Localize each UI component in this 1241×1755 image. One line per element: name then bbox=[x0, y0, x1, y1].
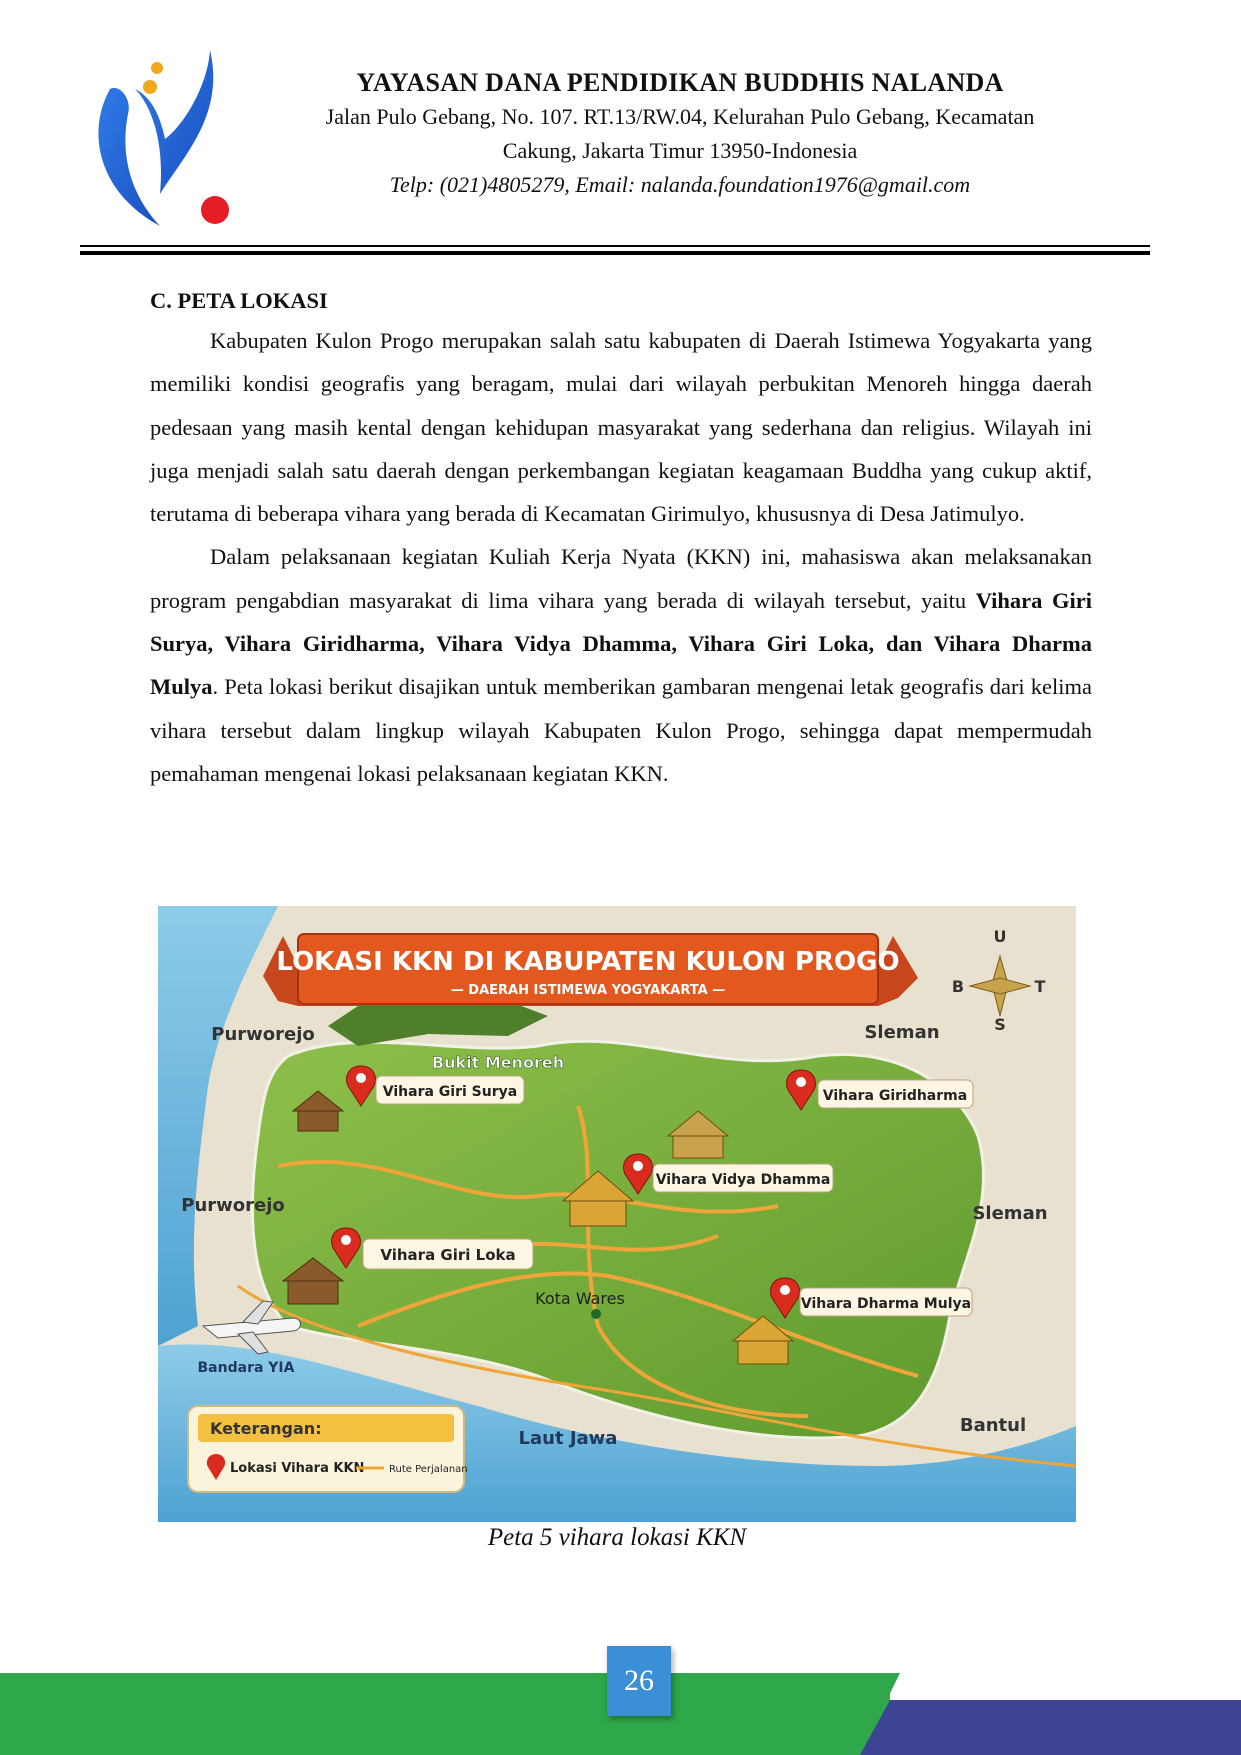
vihara-giri-surya-label: Vihara Giri Surya bbox=[382, 1084, 518, 1100]
footer-blue-band bbox=[860, 1700, 1241, 1755]
vihara-vidya-dhamma-label: Vihara Vidya Dhamma bbox=[655, 1172, 831, 1188]
foundation-logo bbox=[90, 44, 250, 230]
label-purworejo-mid: Purworejo bbox=[181, 1195, 285, 1216]
paragraph-2 bbox=[150, 535, 1092, 795]
paragraph-2-intro: Dalam pelaksanaan kegiatan Kuliah Kerja Nyata (KKN) ini, mahasiswa akan melaksanakan program pengabdian masyarakat di lima vihara yang berada di wilayah tersebut, yaitu bbox=[150, 544, 1092, 613]
map-subtitle: — DAERAH ISTIMEWA YOGYAKARTA — bbox=[450, 983, 726, 998]
label-sleman-mid: Sleman bbox=[972, 1203, 1048, 1224]
label-laut-jawa: Laut Jawa bbox=[518, 1428, 618, 1449]
compass-west: B bbox=[951, 977, 965, 996]
compass-north: U bbox=[993, 927, 1007, 946]
org-name: YAYASAN DANA PENDIDIKAN BUDDHIS NALANDA bbox=[356, 68, 1004, 97]
compass-south: S bbox=[994, 1015, 1006, 1034]
header-rule-thick bbox=[80, 251, 1150, 255]
paragraph-1: Kabupaten Kulon Progo merupakan salah satu kabupaten di Daerah Istimewa Yogyakarta yang memiliki kondisi geografis yang beragam, mulai dari wilayah perbukitan Menoreh hingga daerah pedesaan yang masih kental dengan kehidupan masyarakat yang sederhana dan religius. Wilayah ini juga menjadi salah satu daerah dengan perkembangan kegiatan keagamaan Buddha yang cukup aktif, terutama di beberapa vihara yang berada di Kecamatan Girimulyo, khususnya di Desa Jatimulyo. bbox=[150, 328, 1092, 527]
vihara-dharma-mulya-label: Vihara Dharma Mulya bbox=[800, 1296, 972, 1312]
contact-line: Telp: (021)4805279, Email: nalanda.foundation1976@gmail.com bbox=[389, 172, 971, 197]
label-purworejo-top: Purworejo bbox=[211, 1024, 315, 1045]
legend-pin-label: Lokasi Vihara KKN bbox=[230, 1461, 365, 1476]
label-kota-wares: Kota Wares bbox=[535, 1289, 625, 1308]
address-line-1: Jalan Pulo Gebang, No. 107. RT.13/RW.04, Kelurahan Pulo Gebang, Kecamatan bbox=[325, 104, 1035, 129]
compass-east: T bbox=[1034, 977, 1046, 996]
letterhead bbox=[250, 66, 1110, 202]
legend-title: Keterangan: bbox=[210, 1419, 322, 1438]
map-caption: Peta 5 vihara lokasi KKN bbox=[487, 1524, 747, 1551]
legend-route-label: Rute Perjalanan bbox=[389, 1464, 468, 1475]
label-bandara: Bandara YIA bbox=[197, 1360, 295, 1376]
label-sleman-top: Sleman bbox=[864, 1022, 940, 1043]
vihara-giridharma-label: Vihara Giridharma bbox=[822, 1088, 968, 1104]
header-rule-thin bbox=[80, 245, 1150, 247]
document-body bbox=[150, 283, 1092, 795]
map-title: LOKASI KKN DI KABUPATEN KULON PROGO bbox=[276, 947, 900, 977]
paragraph-2-rest: . Peta lokasi berikut disajikan untuk memberikan gambaran mengenai letak geografis dari kelima vihara tersebut dalam lingkup wilayah Kabupaten Kulon Progo, sehingga dapat mempermudah pemahaman mengenai lokasi pelaksanaan kegiatan KKN. bbox=[150, 674, 1092, 786]
location-map bbox=[158, 906, 1076, 1522]
address-line-2: Cakung, Jakarta Timur 13950-Indonesia bbox=[502, 138, 858, 163]
label-bukit-menoreh: Bukit Menoreh bbox=[431, 1053, 565, 1072]
label-bantul: Bantul bbox=[959, 1415, 1027, 1436]
section-title: C. PETA LOKASI bbox=[150, 288, 328, 313]
kota-wares-dot bbox=[591, 1309, 601, 1319]
map-legend bbox=[188, 1406, 468, 1492]
vihara-giri-loka-label: Vihara Giri Loka bbox=[380, 1246, 516, 1264]
footer-green-band bbox=[0, 1673, 890, 1755]
page-number: 26 bbox=[607, 1646, 671, 1716]
vihara-list: Vihara Giri Surya, Vihara Giridharma, Vihara Vidya Dhamma, Vihara Giri Loka, dan Vihara Dharma Mulya bbox=[150, 587, 1093, 700]
